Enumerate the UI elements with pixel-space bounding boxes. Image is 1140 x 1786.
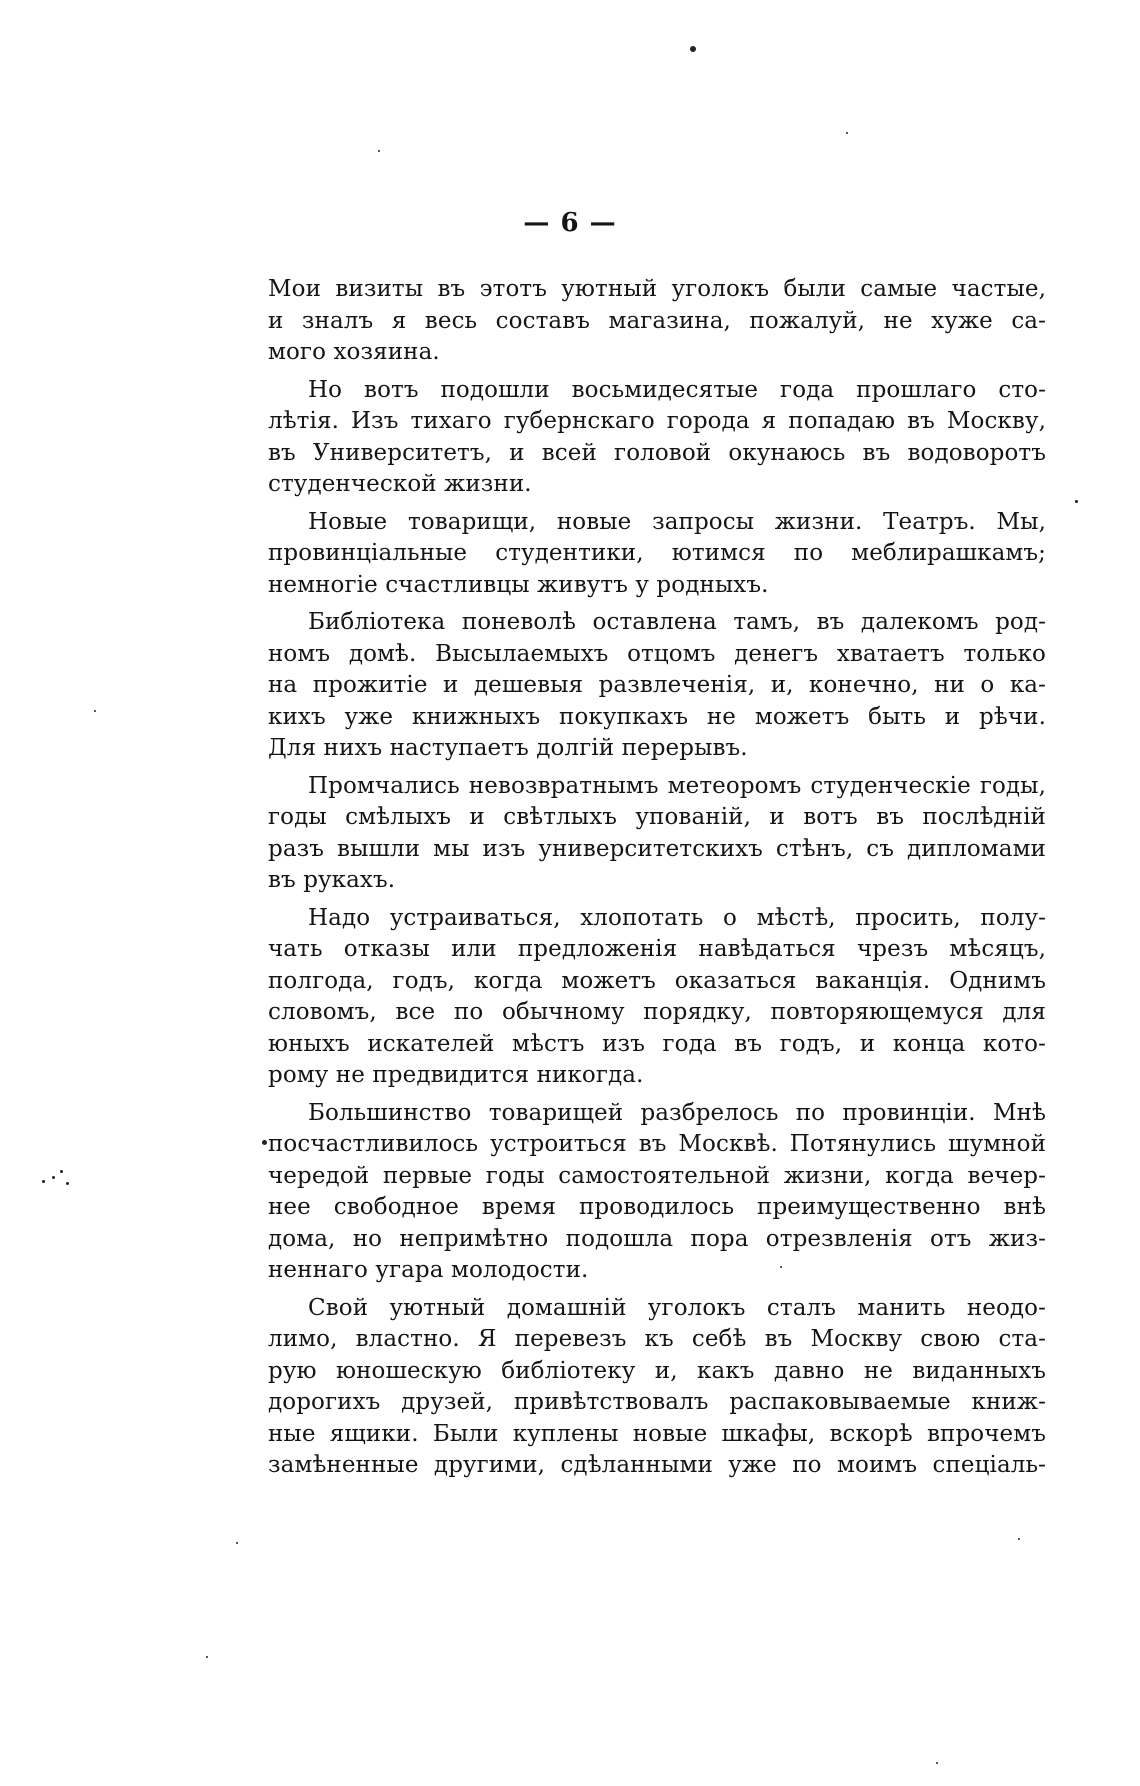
text-line: полгода, годъ, когда можетъ оказаться ваканція. Однимъ bbox=[268, 967, 1046, 994]
text-line: Большинство товарищей разбрелось по провинціи. Мнѣ bbox=[308, 1099, 1046, 1126]
text-line: разъ вышли мы изъ университетскихъ стѣнъ, съ дипломами bbox=[268, 835, 1046, 862]
text-line: Библіотека поневолѣ оставлена тамъ, въ далекомъ род- bbox=[308, 609, 1046, 635]
text-line: рому не предвидится никогда. bbox=[268, 1062, 644, 1088]
scan-speck bbox=[94, 710, 96, 712]
text-line: лимо, властно. Я перевезъ къ себѣ въ Москву свою ста- bbox=[268, 1326, 1046, 1352]
text-line: ные ящики. Были куплены новые шкафы, вскорѣ впрочемъ bbox=[268, 1420, 1046, 1447]
text-line: замѣненные другими, сдѣланными уже по моимъ спеціаль- bbox=[268, 1452, 1046, 1478]
page-number: — 6 — bbox=[523, 208, 617, 238]
paragraph bbox=[268, 375, 1046, 501]
text-line: на прожитіе и дешевыя развлеченія, и, конечно, ни о ка- bbox=[268, 672, 1046, 698]
scan-speck bbox=[378, 150, 380, 152]
scan-speck bbox=[846, 132, 848, 134]
text-line: Новые товарищи, новые запросы жизни. Театръ. Мы, bbox=[308, 508, 1046, 535]
text-line: Промчались невозвратнымъ метеоромъ студенческіе годы, bbox=[308, 772, 1046, 799]
text-line: номъ домѣ. Высылаемыхъ отцомъ денегъ хватаетъ только bbox=[268, 640, 1046, 667]
paragraph bbox=[268, 771, 1046, 897]
text-line: чередой первые годы самостоятельной жизни, когда вечер- bbox=[268, 1162, 1046, 1189]
text-line: лѣтія. Изъ тихаго губернскаго города я попадаю въ Москву, bbox=[268, 408, 1046, 434]
scan-speck bbox=[936, 1762, 938, 1764]
page-body-text bbox=[268, 274, 1046, 1488]
text-line: немногіе счастливцы живутъ у родныхъ. bbox=[268, 571, 769, 598]
paragraph bbox=[268, 903, 1046, 1092]
text-line: дома, но непримѣтно подошла пора отрезвленія отъ жиз- bbox=[268, 1225, 1046, 1252]
scan-speck bbox=[1075, 500, 1078, 503]
scan-speck bbox=[1018, 1538, 1020, 1540]
text-line: дорогихъ друзей, привѣтствовалъ распаковываемые книж- bbox=[268, 1389, 1046, 1415]
text-line: годы смѣлыхъ и свѣтлыхъ упованій, и вотъ въ послѣдній bbox=[268, 804, 1046, 830]
text-line: словомъ, все по обычному порядку, повторяющемуся для bbox=[268, 999, 1046, 1025]
text-line: Для нихъ наступаетъ долгій перерывъ. bbox=[268, 735, 748, 761]
text-line: провинціальные студентики, ютимся по меблирашкамъ; bbox=[268, 540, 1046, 566]
scan-speck bbox=[60, 1170, 63, 1173]
text-line: Надо устраиваться, хлопотать о мѣстѣ, просить, полу- bbox=[308, 904, 1046, 931]
scan-speck bbox=[66, 1182, 69, 1185]
paragraph bbox=[268, 274, 1046, 369]
text-line: кихъ уже книжныхъ покупкахъ не можетъ быть и рѣчи. bbox=[268, 703, 1046, 730]
text-line: посчастливилось устроиться въ Москвѣ. Потянулись шумной bbox=[268, 1131, 1046, 1157]
text-line: юныхъ искателей мѣстъ изъ года въ годъ, и конца кото- bbox=[268, 1030, 1046, 1057]
text-line: Но вотъ подошли восьмидесятые года прошлаго сто- bbox=[308, 376, 1046, 403]
text-line: въ рукахъ. bbox=[268, 867, 396, 893]
scan-speck bbox=[236, 1542, 238, 1544]
text-line: нее свободное время проводилось преимущественно внѣ bbox=[268, 1194, 1046, 1220]
text-line: въ Университетъ, и всей головой окунаюсь въ водоворотъ bbox=[268, 439, 1046, 466]
text-line: рую юношескую библіотеку и, какъ давно не виданныхъ bbox=[268, 1357, 1046, 1384]
text-line: и зналъ я весь составъ магазина, пожалуй, не хуже са- bbox=[268, 307, 1046, 334]
scan-speck bbox=[262, 1140, 267, 1145]
paragraph bbox=[268, 507, 1046, 602]
paragraph bbox=[268, 1293, 1046, 1482]
scan-speck bbox=[52, 1176, 55, 1179]
text-line: Свой уютный домашній уголокъ сталъ манить неодо- bbox=[308, 1294, 1046, 1321]
scan-speck bbox=[780, 1266, 782, 1268]
scan-speck bbox=[42, 1180, 45, 1183]
scan-speck bbox=[690, 46, 696, 52]
text-line: чать отказы или предложенія навѣдаться чрезъ мѣсяцъ, bbox=[268, 936, 1046, 962]
text-line: мого хозяина. bbox=[268, 339, 440, 365]
paragraph bbox=[268, 1098, 1046, 1287]
scan-speck bbox=[206, 1656, 208, 1658]
text-line: студенческой жизни. bbox=[268, 471, 532, 497]
paragraph bbox=[268, 607, 1046, 765]
text-line: Мои визиты въ этотъ уютный уголокъ были самые частые, bbox=[268, 276, 1046, 302]
text-line: неннаго угара молодости. bbox=[268, 1257, 589, 1283]
